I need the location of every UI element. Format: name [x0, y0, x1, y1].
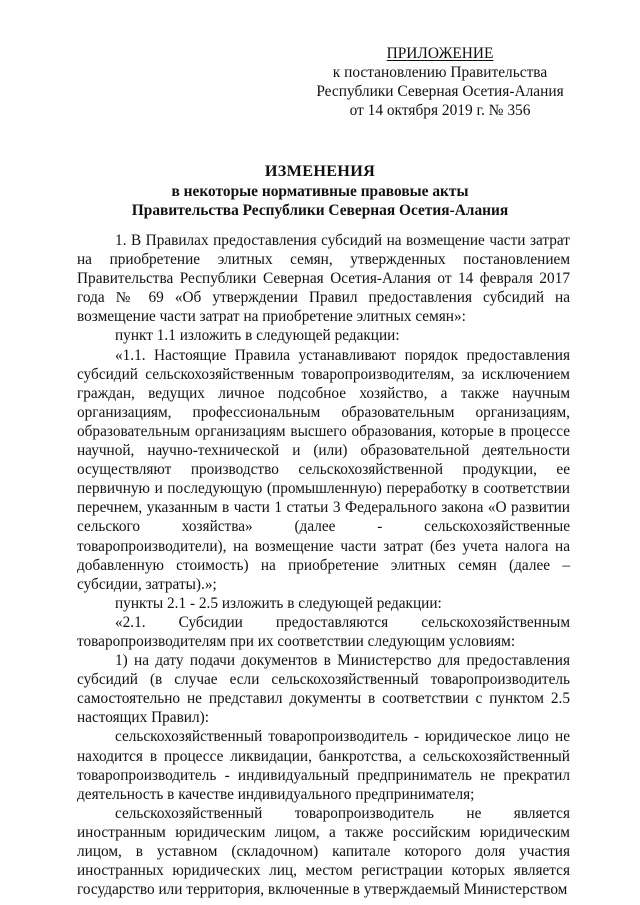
- body-paragraph: 1. В Правилах предоставления субсидий на возмещение части затрат на приобретение элитных семян, утвержденных постановлением Правительства Республики Северная Осетия-Алания от 14 февраля 2017 года № 69 «Об утверждении Правил предоставления субсидий на возмещение части затрат на приобретение элитных семян»:: [77, 232, 570, 326]
- document-body: [77, 231, 570, 899]
- heading-line-2: Правительства Республики Северная Осетия-Алания: [131, 202, 509, 219]
- appendix-block: [300, 44, 580, 120]
- appendix-title: ПРИЛОЖЕНИЕ: [386, 45, 494, 62]
- appendix-line-3: от 14 октября 2019 г. № 356: [349, 102, 531, 119]
- body-paragraph: «1.1. Настоящие Правила устанавливают порядок предоставления субсидий сельскохозяйственным товаропроизводителям, за исключением граждан, ведущих личное подсобное хозяйство, а также научным организациям, профессиональным образовательным организациям, образовательным организациям высшего образования, которые в процессе научной, научно-технической и (или) образовательной деятельности осуществляют производство сельскохозяйственной продукции, ее первичную и последующую (промышленную) переработку в соответствии перечнем, указанным в части 1 статьи 3 Федерального закона «О развитии сельского хозяйства» (далее - сельскохозяйственные товаропроизводители), на возмещение части затрат (без учета налога на добавленную стоимость) на приобретение элитных семян (далее – субсидии, затраты).»;: [77, 346, 570, 593]
- body-paragraph: пункты 2.1 - 2.5 изложить в следующей редакции:: [115, 594, 442, 612]
- document-heading: [60, 162, 580, 221]
- body-paragraph: пункт 1.1 изложить в следующей редакции:: [115, 327, 400, 345]
- appendix-line-1: к постановлению Правительства: [332, 64, 548, 81]
- body-paragraph: «2.1. Субсидии предоставляются сельскохозяйственным товаропроизводителям при их соответствии следующим условиям:: [77, 613, 570, 650]
- heading-line-1: в некоторые нормативные правовые акты: [171, 182, 469, 200]
- heading-title: ИЗМЕНЕНИЯ: [264, 162, 376, 180]
- body-paragraph: 1) на дату подачи документов в Министерство для предоставления субсидий (в случае если сельскохозяйственный товаропроизводитель самостоятельно не представил документы в соответствии с пунктом 2.5 настоящих Правил):: [77, 652, 570, 727]
- body-paragraph: сельскохозяйственный товаропроизводитель не является иностранным юридическим лицом, а также российским юридическим лицом, в уставном (складочном) капитале которого доля участия иностранных юридических лиц, местом регистрации которых является государство или территория, включенные в утверждаемый Министерством: [77, 804, 570, 899]
- appendix-line-2: Республики Северная Осетия-Алания: [316, 83, 564, 100]
- body-paragraph: сельскохозяйственный товаропроизводитель - юридическое лицо не находится в процессе ликвидации, банкротства, а сельскохозяйственный товаропроизводитель - индивидуальный предприниматель не прекратил деятельность в качестве индивидуального предпринимателя;: [77, 728, 570, 803]
